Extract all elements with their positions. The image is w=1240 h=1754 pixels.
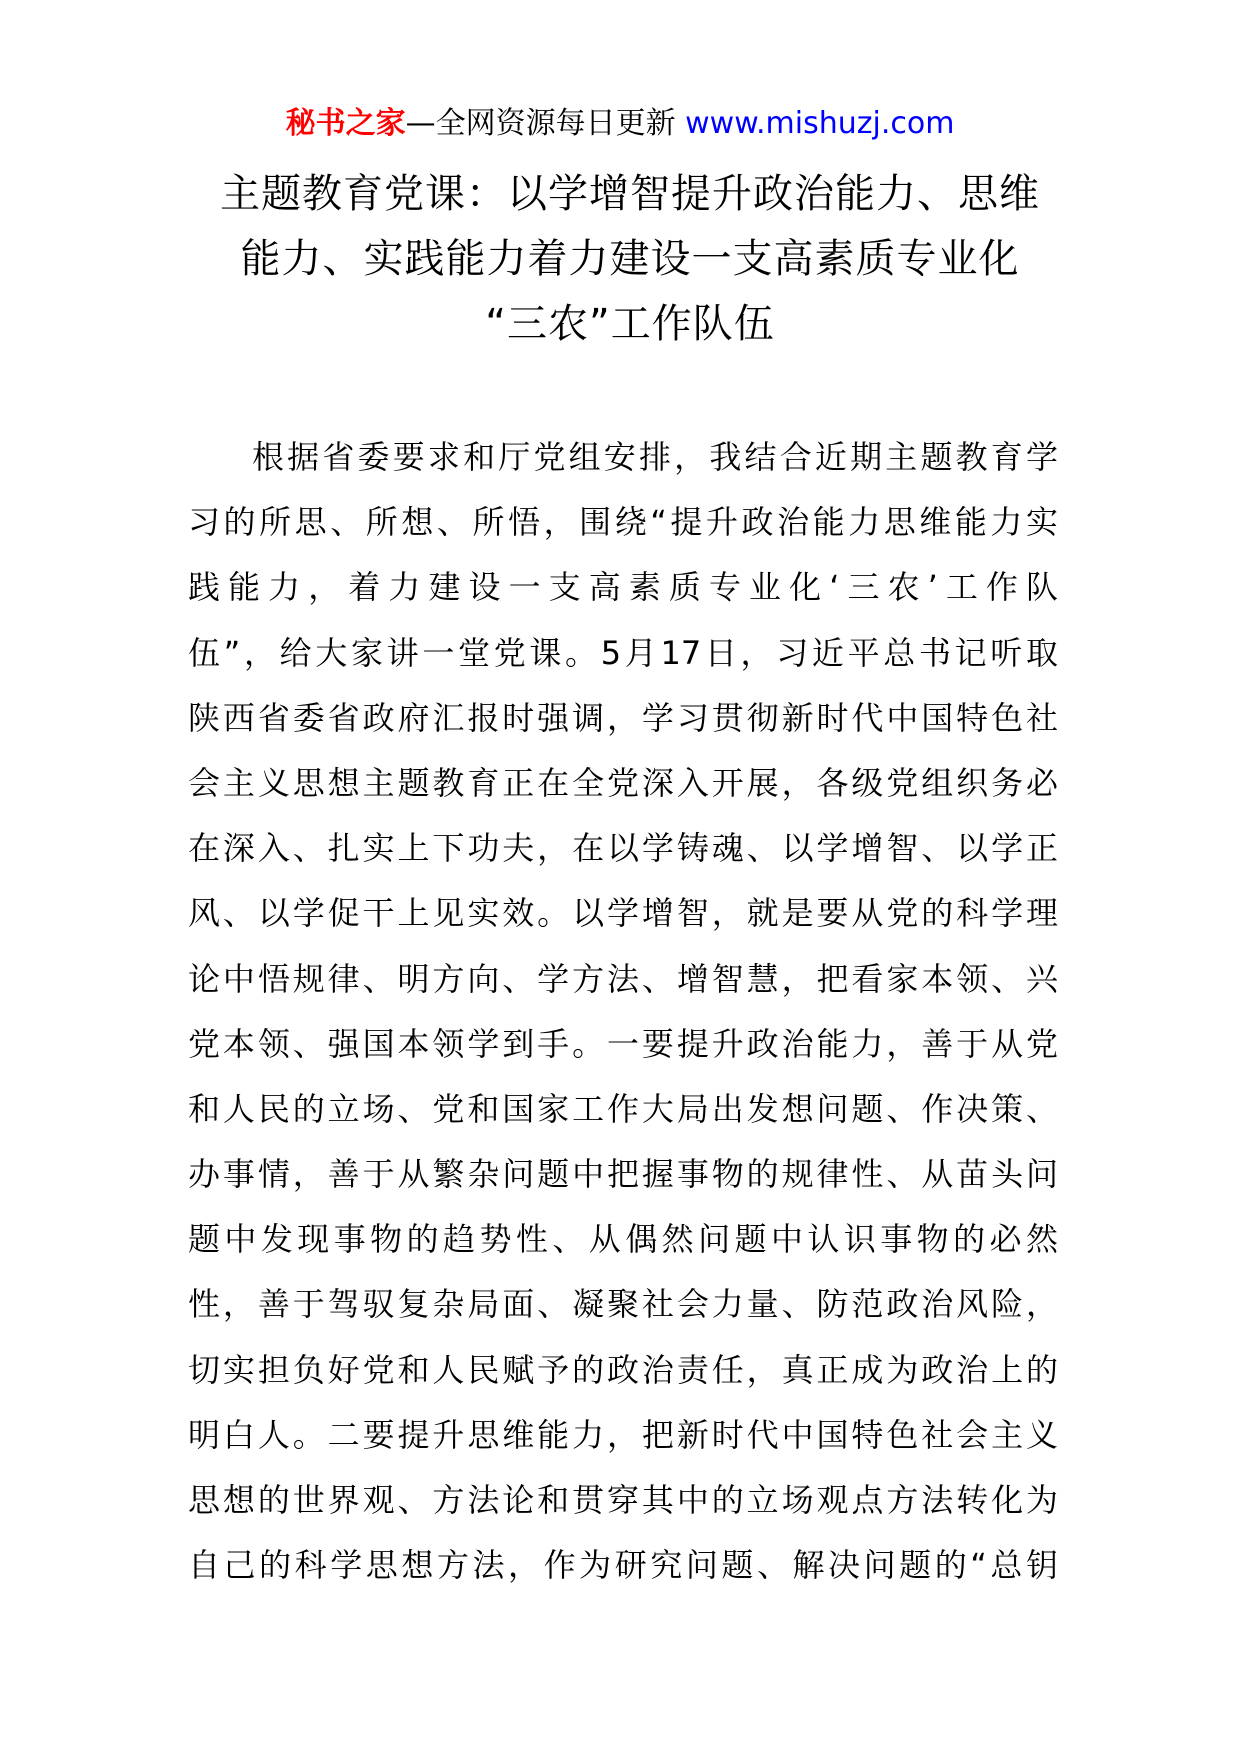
body-line: 思想的世界观、方法论和贯穿其中的立场观点方法转化为 [188, 1481, 1058, 1519]
body-line: 践能力，着力建设一支高素质专业化‘三农’工作队 [188, 568, 1058, 607]
body-line: 陕西省委省政府汇报时强调，学习贯彻新时代中国特色社 [188, 698, 1058, 737]
document-title [190, 162, 1070, 357]
body-line: 论中悟规律、明方向、学方法、增智慧，把看家本领、兴 [188, 959, 1058, 998]
body-line: 办事情，善于从繁杂问题中把握事物的规律性、从苗头问 [188, 1155, 1058, 1194]
body-line: 明白人。二要提升思维能力，把新时代中国特色社会主义 [188, 1415, 1058, 1454]
body-line: 习的所思、所想、所悟，围绕“提升政治能力思维能力实 [188, 503, 1058, 542]
site-header [0, 100, 1240, 148]
site-tagline: —全网资源每日更新 [405, 106, 686, 141]
body-line: 自己的科学思想方法，作为研究问题、解决问题的“总钥 [188, 1546, 1058, 1585]
body-line: 会主义思想主题教育正在全党深入开展，各级党组织务必 [188, 763, 1058, 802]
body-line: 根据省委要求和厅党组安排，我结合近期主题教育学 [252, 438, 1058, 476]
body-line: 性，善于驾驭复杂局面、凝聚社会力量、防范政治风险， [188, 1285, 1058, 1324]
site-brand: 秘书之家 [285, 106, 406, 141]
body-line: 伍”，给大家讲一堂党课。5月17日，习近平总书记听取 [188, 633, 1058, 672]
title-line: 主题教育党课：以学增智提升政治能力、思维 [220, 171, 1040, 217]
body-line: 和人民的立场、党和国家工作大局出发想问题、作决策、 [188, 1089, 1058, 1128]
body-line: 在深入、扎实上下功夫，在以学铸魂、以学增智、以学正 [188, 829, 1058, 868]
title-line: 能力、实践能力着力建设一支高素质专业化 [240, 236, 1020, 282]
title-line: “三农”工作队伍 [485, 301, 775, 347]
body-paragraph [188, 425, 1058, 1598]
site-url-link[interactable]: www.mishuzj.com [685, 106, 955, 141]
body-line: 题中发现事物的趋势性、从偶然问题中认识事物的必然 [188, 1220, 1058, 1259]
body-line: 切实担负好党和人民赋予的政治责任，真正成为政治上的 [188, 1350, 1058, 1389]
body-line: 风、以学促干上见实效。以学增智，就是要从党的科学理 [188, 894, 1058, 933]
body-line: 党本领、强国本领学到手。一要提升政治能力，善于从党 [188, 1024, 1058, 1063]
